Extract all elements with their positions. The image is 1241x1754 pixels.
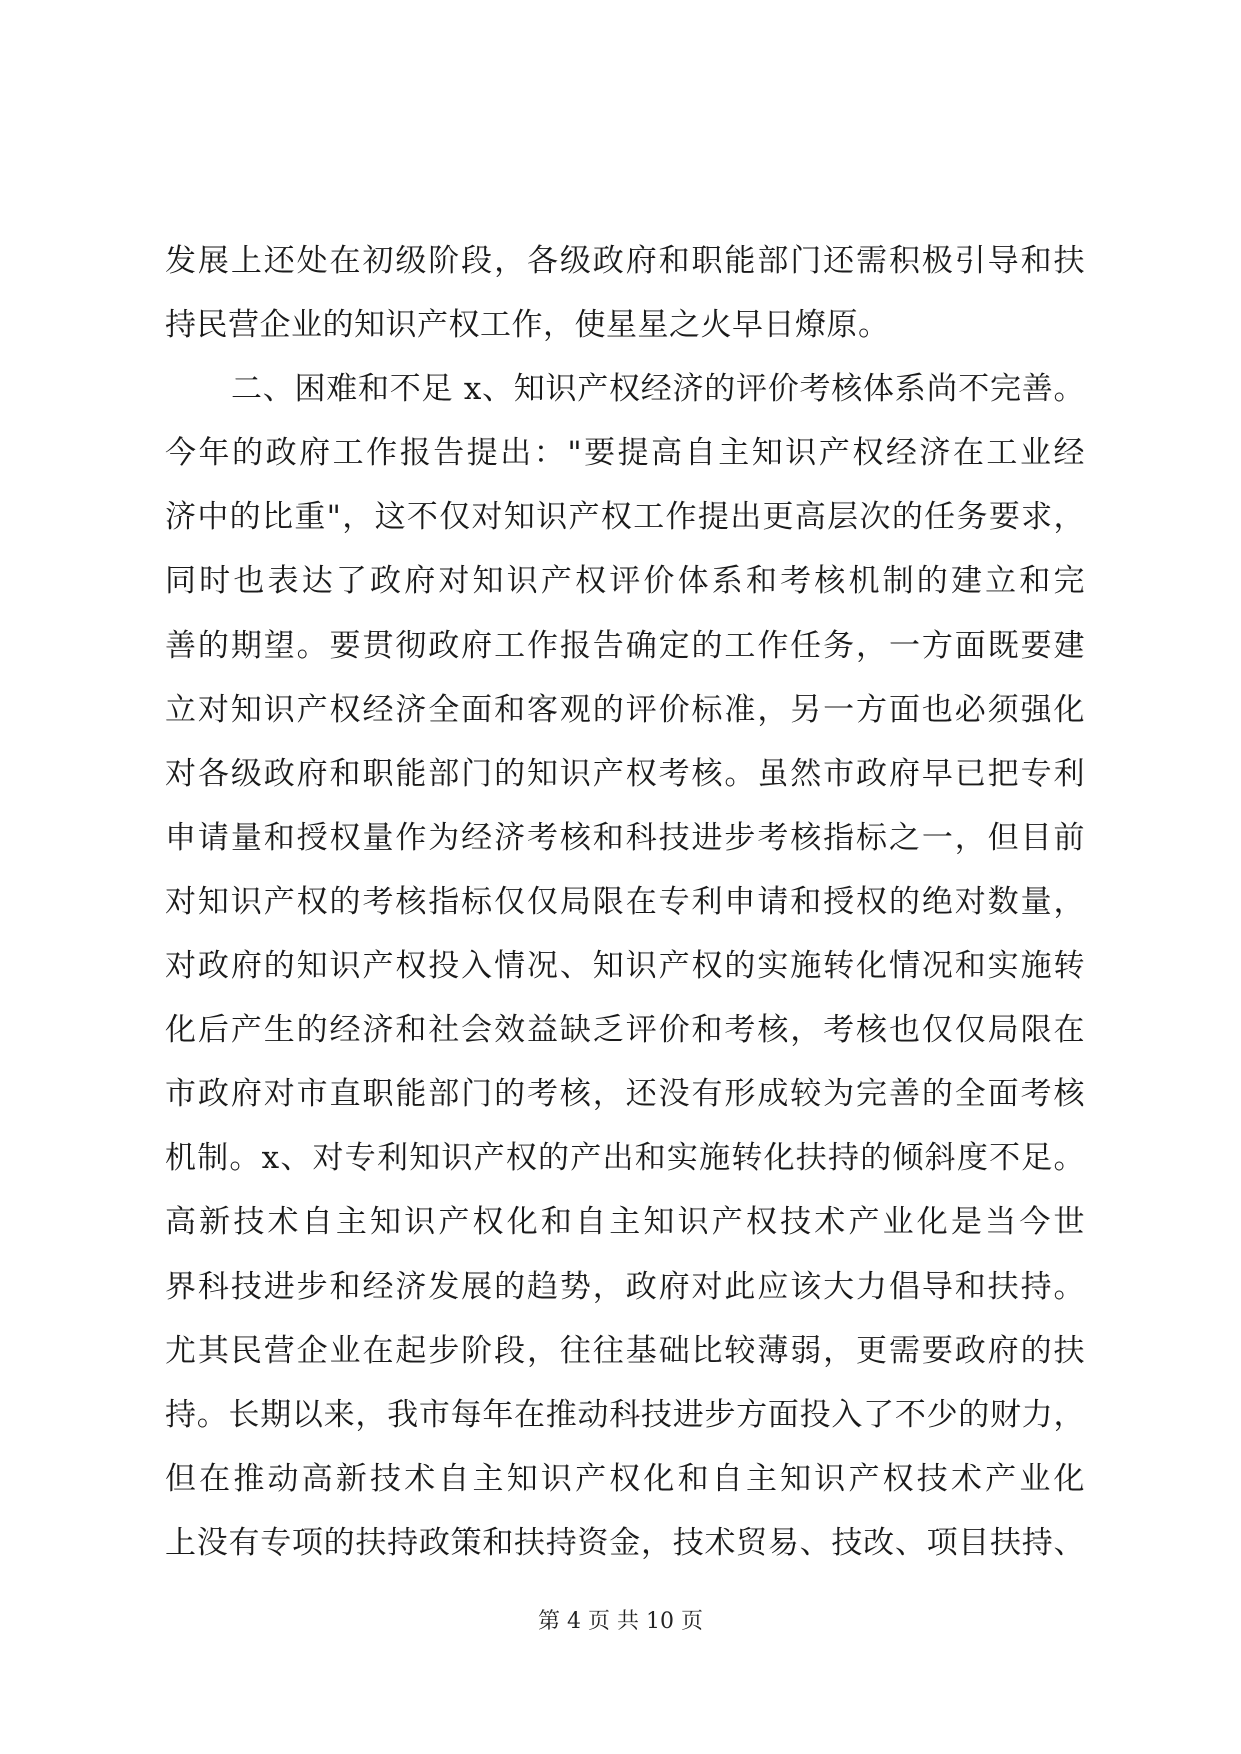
text-line: 但在推动高新技术自主知识产权化和自主知识产权技术产业化	[165, 1460, 1085, 1497]
section-heading-line: 二、困难和不足 x、知识产权经济的评价考核体系尚不完善。	[231, 371, 1085, 408]
text-line: 市政府对市直职能部门的考核，还没有形成较为完善的全面考核	[165, 1076, 1085, 1113]
text-line: 机制。x、对专利知识产权的产出和实施转化扶持的倾斜度不足。	[165, 1140, 1085, 1177]
text-line: 高新技术自主知识产权化和自主知识产权技术产业化是当今世	[165, 1204, 1085, 1241]
page-number-footer: 第 4 页 共 10 页	[538, 1609, 703, 1634]
text-line: 持。长期以来，我市每年在推动科技进步方面投入了不少的财力，	[165, 1396, 1085, 1433]
text-line: 同时也表达了政府对知识产权评价体系和考核机制的建立和完	[165, 563, 1085, 600]
text-line: 尤其民营企业在起步阶段，往往基础比较薄弱，更需要政府的扶	[165, 1332, 1085, 1369]
text-line: 立对知识产权经济全面和客观的评价标准，另一方面也必须强化	[165, 691, 1085, 728]
text-line: 今年的政府工作报告提出："要提高自主知识产权经济在工业经	[165, 435, 1085, 472]
text-line: 上没有专项的扶持政策和扶持资金，技术贸易、技改、项目扶持、	[165, 1524, 1085, 1561]
text-line: 发展上还处在初级阶段，各级政府和职能部门还需积极引导和扶	[165, 243, 1085, 279]
text-line: 对各级政府和职能部门的知识产权考核。虽然市政府早已把专利	[165, 755, 1085, 792]
body-text	[165, 229, 1085, 1575]
text-line: 化后产生的经济和社会效益缺乏评价和考核，考核也仅仅局限在	[165, 1012, 1085, 1049]
text-line: 济中的比重"，这不仅对知识产权工作提出更高层次的任务要求，	[165, 499, 1085, 536]
text-line: 申请量和授权量作为经济考核和科技进步考核指标之一，但目前	[165, 819, 1085, 856]
text-line: 持民营企业的知识产权工作，使星星之火早日燎原。	[165, 307, 890, 344]
text-line: 对知识产权的考核指标仅仅局限在专利申请和授权的绝对数量，	[165, 883, 1085, 920]
text-line: 对政府的知识产权投入情况、知识产权的实施转化情况和实施转	[165, 948, 1085, 985]
text-line: 界科技进步和经济发展的趋势，政府对此应该大力倡导和扶持。	[165, 1268, 1085, 1305]
text-line: 善的期望。要贯彻政府工作报告确定的工作任务，一方面既要建	[165, 627, 1085, 664]
